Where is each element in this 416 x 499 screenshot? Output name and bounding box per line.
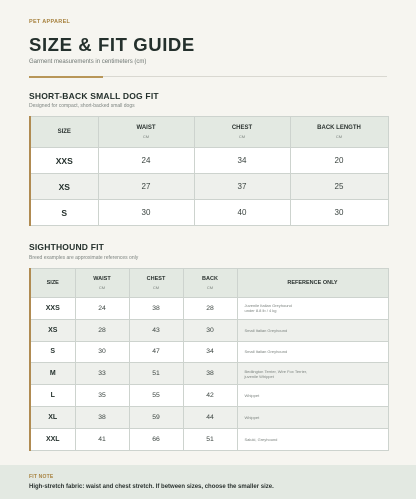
short-back-section-subtitle: Designed for compact, short-backed small dogs [29,103,135,109]
eyebrow-label: PET APPAREL [29,19,71,25]
waist-cell: 35 [75,385,129,407]
chest-cell: 34 [194,148,290,174]
reference-cell: Bedlington Terrier, Wire Fox Terrier, juvenile Whippet [237,363,388,385]
chest-cell: 37 [194,174,290,200]
column-unit: CM [98,285,106,290]
short-back-section-title: SHORT-BACK SMALL DOG FIT [29,91,159,101]
waist-cell: 24 [75,298,129,320]
table-row [30,406,388,428]
column-unit: CM [142,134,150,139]
table-row [30,298,388,320]
size-cell: L [30,385,75,407]
column-header-reference: REFERENCE ONLY [237,269,388,298]
column-header-back-length: BACK LENGTH CM [290,117,388,148]
chest-cell: 59 [129,406,183,428]
fit-note-label: FIT NOTE [29,474,54,480]
column-header-waist: WAIST CM [75,269,129,298]
back-cell: 42 [183,385,237,407]
column-header-waist: WAIST CM [98,117,194,148]
back-cell: 30 [183,319,237,341]
size-cell: M [30,363,75,385]
back-cell: 51 [183,428,237,450]
chest-cell: 43 [129,319,183,341]
header-divider-accent [29,76,103,78]
size-cell: XXL [30,428,75,450]
size-cell: XL [30,406,75,428]
table-row [30,200,388,226]
sighthound-section-subtitle: Breed examples are approximate references only [29,255,139,261]
chest-cell: 66 [129,428,183,450]
column-header-chest: CHEST CM [129,269,183,298]
column-unit: CM [238,134,246,139]
chest-cell: 47 [129,341,183,363]
back-length-cell: 20 [290,148,388,174]
table-row [30,174,388,200]
waist-cell: 28 [75,319,129,341]
back-cell: 44 [183,406,237,428]
waist-cell: 27 [98,174,194,200]
back-cell: 38 [183,363,237,385]
table-row [30,319,388,341]
page-title: SIZE & FIT GUIDE [29,34,195,55]
column-header-size: SIZE [30,269,75,298]
column-header-size: SIZE [30,117,98,148]
reference-cell: Small Italian Greyhound [237,319,388,341]
waist-cell: 33 [75,363,129,385]
fit-note-banner [0,465,416,499]
chest-cell: 51 [129,363,183,385]
column-unit: CM [152,285,160,290]
reference-cell: Small Italian Greyhound [237,341,388,363]
back-cell: 28 [183,298,237,320]
size-cell: XXS [30,148,98,174]
sighthound-size-table [29,268,389,451]
size-cell: XXS [30,298,75,320]
table-row [30,363,388,385]
reference-cell: Saluki, Greyhound [237,428,388,450]
column-header-chest: CHEST CM [194,117,290,148]
waist-cell: 30 [75,341,129,363]
column-unit: CM [335,134,343,139]
reference-cell: Whippet [237,385,388,407]
column-header-back: BACK CM [183,269,237,298]
reference-cell: Whippet [237,406,388,428]
size-cell: S [30,200,98,226]
back-cell: 34 [183,341,237,363]
sighthound-section-title: SIGHTHOUND FIT [29,242,105,252]
waist-cell: 41 [75,428,129,450]
waist-cell: 24 [98,148,194,174]
size-cell: XS [30,319,75,341]
column-unit: CM [206,285,214,290]
chest-cell: 40 [194,200,290,226]
size-cell: XS [30,174,98,200]
table-header-row [30,117,388,148]
waist-cell: 38 [75,406,129,428]
table-row [30,428,388,450]
back-length-cell: 30 [290,200,388,226]
chest-cell: 38 [129,298,183,320]
size-cell: S [30,341,75,363]
chest-cell: 55 [129,385,183,407]
page-subtitle: Garment measurements in centimeters (cm) [29,59,147,65]
reference-cell: Juvenile Italian Greyhound under 8.8 lb / 4 kg [237,298,388,320]
fit-note-text: High-stretch fabric: waist and chest stretch. If between sizes, choose the smaller size. [29,484,274,490]
short-back-size-table [29,116,389,226]
back-length-cell: 25 [290,174,388,200]
table-row [30,148,388,174]
table-header-row [30,269,388,298]
waist-cell: 30 [98,200,194,226]
table-row [30,385,388,407]
table-row [30,341,388,363]
